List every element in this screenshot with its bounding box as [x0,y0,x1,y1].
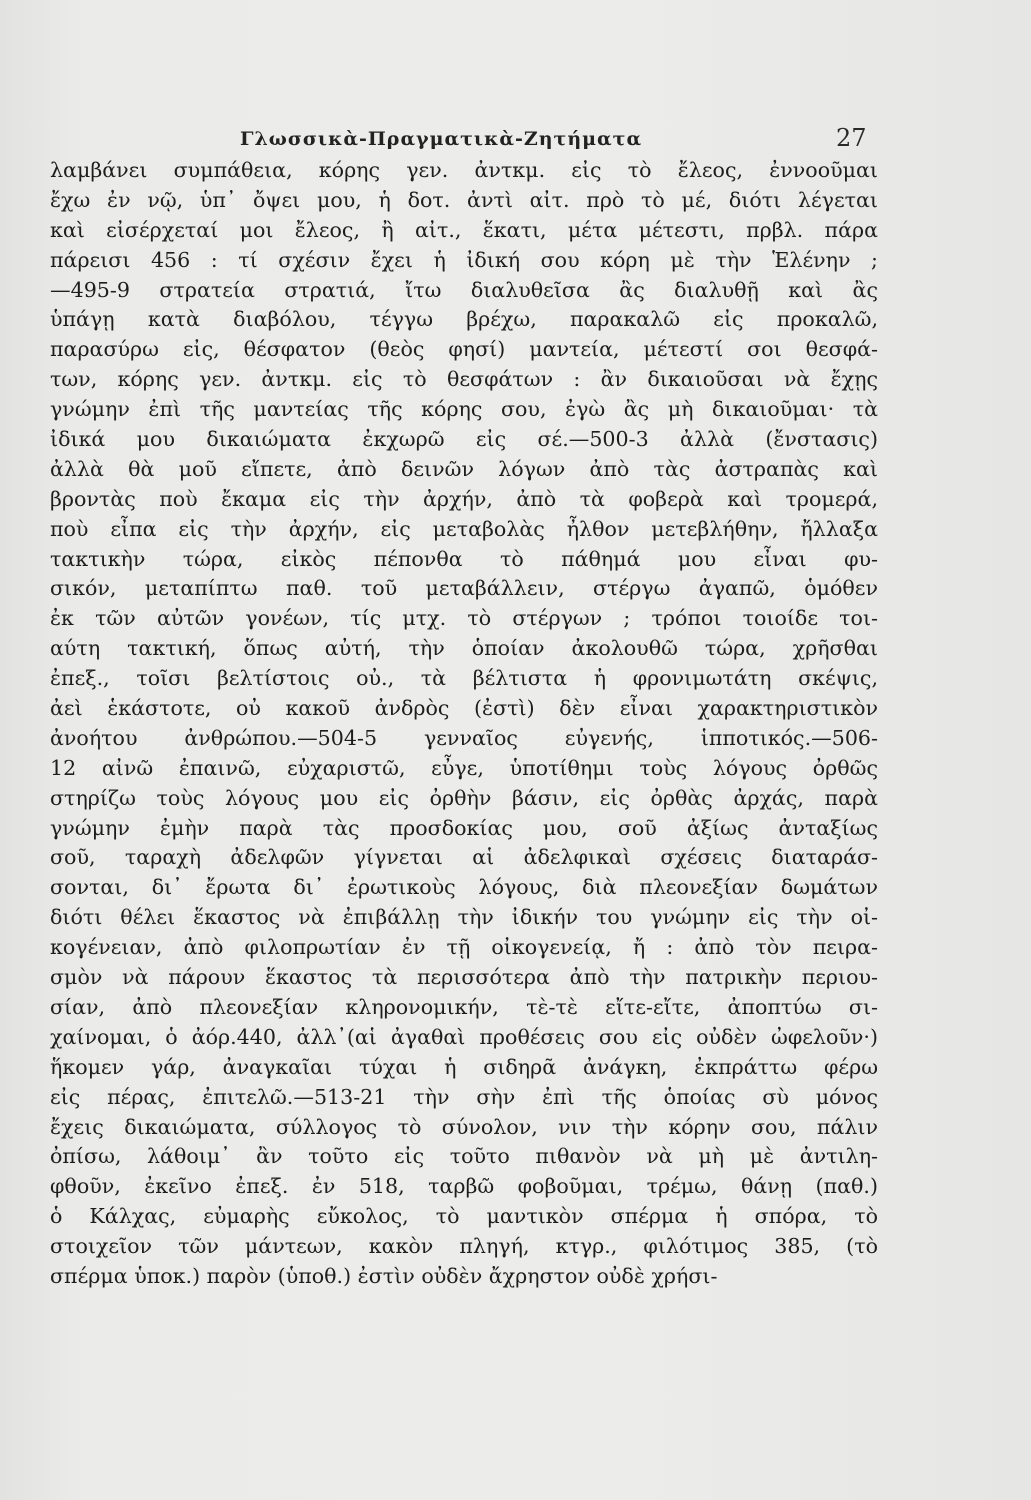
page-header [0,118,1031,158]
text-line: ἀεὶ ἑκάστοτε, οὐ κακοῦ ἀνδρὸς (ἐστὶ) δὲν εἶναι χαρακτηριστικὸν [50,696,878,721]
text-line: σικόν, μεταπίπτω παθ. τοῦ μεταβάλλειν, στέργω ἀγαπῶ, ὁμόθεν [50,576,878,601]
text-line: ἀλλὰ θὰ μοῦ εἴπετε, ἀπὸ δεινῶν λόγων ἀπὸ τὰς ἀστραπὰς καὶ [50,456,878,481]
text-line: καὶ εἰσέρχεταί μοι ἔλεος, ἢ αἰτ., ἕκατι, μέτα μέτεστι, πρβλ. πάρα [50,217,878,242]
text-line: ὁ Κάλχας, εὐμαρὴς εὔκολος, τὸ μαντικὸν σπέρμα ἡ σπόρα, τὸ [50,1204,878,1229]
text-body [50,156,878,1292]
text-line: γνώμην ἐμὴν παρὰ τὰς προσδοκίας μου, σοῦ ἀξίως ἀνταξίως [50,815,878,840]
running-head: Γλωσσικὰ-Πραγματικὰ-Ζητήματα [240,128,643,150]
text-line: φθοῦν, ἐκεῖνο ἐπεξ. ἐν 518, ταρβῶ φοβοῦμαι, τρέμω, θάνῃ (παθ.) [50,1174,878,1199]
text-line: ὀπίσω, λάθοιμ᾿ ἂν τοῦτο εἰς τοῦτο πιθανὸν νὰ μὴ μὲ ἀντιλη- [50,1144,878,1169]
text-line: ἰδικά μου δικαιώματα ἐκχωρῶ εἰς σέ.—500-3 ἀλλὰ (ἔνστασις) [50,427,878,452]
text-line: εἰς πέρας, ἐπιτελῶ.—513-21 τὴν σὴν ἐπὶ τῆς ὁποίας σὺ μόνος [50,1084,878,1109]
text-line: τακτικὴν τώρα, εἰκὸς πέπονθα τὸ πάθημά μου εἶναι φυ- [50,546,878,571]
text-line: των, κόρης γεν. ἀντκμ. εἰς τὸ θεσφάτων : ἂν δικαιοῦσαι νὰ ἔχῃς [50,367,878,392]
text-line: ἐπεξ., τοῖσι βελτίστοις οὐ., τὰ βέλτιστα ἡ φρονιμωτάτη σκέψις, [50,666,878,691]
text-line: βροντὰς ποὺ ἔκαμα εἰς τὴν ἀρχήν, ἀπὸ τὰ φοβερὰ καὶ τρομερά, [50,486,878,511]
text-line: λαμβάνει συμπάθεια, κόρης γεν. ἀντκμ. εἰς τὸ ἔλεος, ἐννοοῦμαι [50,158,878,182]
text-line: διότι θέλει ἕκαστος νὰ ἐπιβάλλῃ τὴν ἰδικήν του γνώμην εἰς τὴν οἰ- [50,905,878,930]
text-line: γνώμην ἐπὶ τῆς μαντείας τῆς κόρης σου, ἐγὼ ἂς μὴ δικαιοῦμαι· τὰ [50,397,878,422]
text-line: στηρίζω τοὺς λόγους μου εἰς ὀρθὴν βάσιν, εἰς ὀρθὰς ἀρχάς, παρὰ [50,785,878,810]
text-line: ποὺ εἶπα εἰς τὴν ἀρχήν, εἰς μεταβολὰς ἦλθον μετεβλήθην, ἤλλαξα [50,516,878,541]
text-line: ἔχεις δικαιώματα, σύλλογος τὸ σύνολον, νιν τὴν κόρην σου, πάλιν [50,1114,878,1139]
text-line: πάρεισι 456 : τί σχέσιν ἔχει ἡ ἰδική σου κόρη μὲ τὴν Ἑλένην ; [50,247,878,272]
text-line: παρασύρω εἰς, θέσφατον (θεὸς φησί) μαντεία, μέτεστί σοι θεσφά- [50,337,878,362]
text-line: σίαν, ἀπὸ πλεονεξίαν κληρονομικήν, τὲ-τὲ εἴτε-εἴτε, ἀποπτύω σι- [50,994,878,1019]
text-line: ἥκομεν γάρ, ἀναγκαῖαι τύχαι ἡ σιδηρᾶ ἀνάγκη, ἐκπράττω φέρω [50,1054,878,1079]
text-line: ὑπάγῃ κατὰ διαβόλου, τέγγω βρέχω, παρακαλῶ εἰς προκαλῶ, [50,307,878,332]
text-line: ἔχω ἐν νῷ, ὑπ᾿ ὄψει μου, ἡ δοτ. ἀντὶ αἰτ. πρὸ τὸ μέ, διότι λέγεται [50,187,878,212]
text-line: 12 αἰνῶ ἐπαινῶ, εὐχαριστῶ, εὖγε, ὑποτίθημι τοὺς λόγους ὀρθῶς [50,755,878,780]
text-line: χαίνομαι, ὁ ἀόρ.440, ἀλλ᾿(αἱ ἀγαθαὶ προθέσεις σου εἰς οὐδὲν ὠφελοῦν·) [50,1024,878,1049]
text-line: ἀνοήτου ἀνθρώπου.—504-5 γενναῖος εὐγενής, ἱπποτικός.—506- [50,725,878,750]
text-line: αύτη τακτική, ὅπως αὐτή, τὴν ὁποίαν ἀκολουθῶ τώρα, χρῆσθαι [50,636,878,661]
text-line: σονται, δι᾿ ἔρωτα δι᾿ ἐρωτικοὺς λόγους, διὰ πλεονεξίαν δωμάτων [50,875,878,900]
text-line: —495-9 στρατεία στρατιά, ἴτω διαλυθεῖσα ἂς διαλυθῇ καὶ ἂς [50,277,878,302]
text-line: κογένειαν, ἀπὸ φιλοπρωτίαν ἐν τῇ οἰκογενείᾳ, ἤ : ἀπὸ τὸν πειρα- [50,935,878,960]
text-line: σμὸν νὰ πάρουν ἕκαστος τὰ περισσότερα ἀπὸ τὴν πατρικὴν περιου- [50,965,878,990]
text-line: σοῦ, ταραχὴ ἀδελφῶν γίγνεται αἱ ἀδελφικαὶ σχέσεις διαταράσ- [50,845,878,870]
text-line: ἐκ τῶν αὐτῶν γονέων, τίς μτχ. τὸ στέργων ; τρόποι τοιοίδε τοι- [50,606,878,631]
text-line: σπέρμα ὑποκ.) παρὸν (ὑποθ.) ἐστὶν οὐδὲν ἄχρηστον οὐδὲ χρήσι- [50,1263,718,1288]
page-number: 27 [836,124,867,152]
text-line: στοιχεῖον τῶν μάντεων, κακὸν πληγή, κτγρ., φιλότιμος 385, (τὸ [50,1234,878,1259]
